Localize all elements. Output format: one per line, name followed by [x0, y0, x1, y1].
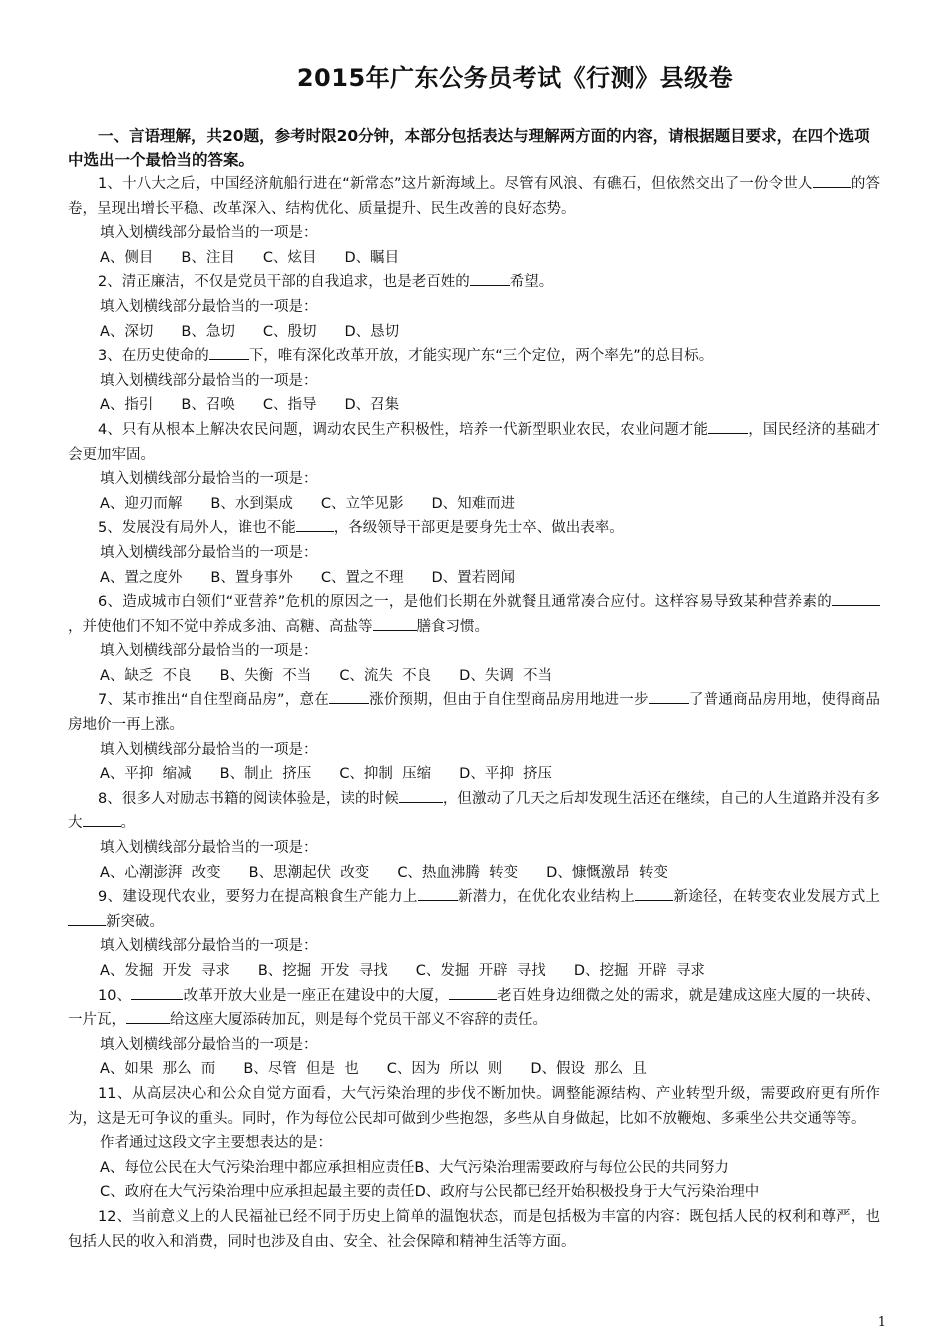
blank	[68, 911, 106, 926]
blank	[418, 886, 458, 901]
question-5: 5、发展没有局外人，谁也不能 ，各级领导干部更是要身先士卒、做出表率。	[68, 516, 880, 541]
question-4: 4、只有从根本上解决农民问题，调动农民生产积极性，培养一代新型职业农民，农业问题才能 ，国民经济的基础才会更加牢固。	[68, 418, 880, 467]
question-2-options: A、深切 B、急切 C、殷切 D、恳切	[100, 323, 400, 340]
question-prompt: 填入划横线部分最恰当的一项是：	[100, 741, 318, 758]
question-prompt: 填入划横线部分最恰当的一项是：	[100, 938, 318, 955]
blank	[635, 886, 673, 901]
question-prompt: 填入划横线部分最恰当的一项是：	[100, 544, 318, 561]
question-prompt: 填入划横线部分最恰当的一项是：	[100, 372, 318, 389]
question-7-options: A、平抑 缩减 B、制止 挤压 C、抑制 压缩 D、平抑 挤压	[100, 766, 553, 783]
question-8: 8、很多人对励志书籍的阅读体验是，读的时候 ，但激动了几天之后却发现生活还在继续，自己的人生道路并没有多大 。	[68, 787, 880, 836]
page-number: 1	[877, 1315, 886, 1330]
blank	[329, 689, 369, 704]
question-4-options: A、迎刃而解 B、水到渠成 C、立竿见影 D、知难而进	[100, 495, 516, 512]
question-10-options: A、如果 那么 而 B、尽管 但是 也 C、因为 所以 则 D、假设 那么 且	[100, 1061, 647, 1078]
question-12: 12、当前意义上的人民福祉已经不同于历史上简单的温饱状态，而是包括极为丰富的内容：既包括人民的权利和尊严，也包括人民的收入和消费，同时也涉及自由、安全、社会保障和精神生活等方面。	[68, 1208, 880, 1250]
option-d: D、政府与公民都已经开始积极投身于大气污染治理中	[414, 1184, 760, 1201]
option-a: A、每位公民在大气污染治理中都应承担相应责任	[100, 1159, 415, 1176]
question-7: 7、某市推出“自住型商品房”，意在 涨价预期，但由于自住型商品房用地进一步 了普通商品房用地，使得商品房地价一再上涨。	[68, 688, 880, 737]
question-11-options-ab	[68, 1156, 880, 1181]
page-title: 2015年广东公务员考试《行测》县级卷	[296, 64, 734, 92]
question-6-options: A、缺乏 不良 B、失衡 不当 C、流失 不良 D、失调 不当	[100, 667, 553, 684]
blank	[126, 1009, 170, 1024]
question-prompt: 填入划横线部分最恰当的一项是：	[100, 298, 318, 315]
blank	[209, 345, 249, 360]
blank	[470, 271, 510, 286]
question-6: 6、造成城市白领们“亚营养”危机的原因之一，是他们长期在外就餐且通常凑合应付。这样容易导致某种营养素的，并使他们不知不觉中养成多油、高糖、高盐等 膳食习惯。	[68, 590, 880, 639]
question-8-options: A、心潮澎湃 改变 B、思潮起伏 改变 C、热血沸腾 转变 D、慷慨激昂 转变	[100, 864, 669, 881]
question-prompt: 填入划横线部分最恰当的一项是：	[100, 643, 318, 660]
question-2: 2、清正廉洁，不仅是党员干部的自我追求，也是老百姓的 希望。	[68, 270, 880, 295]
question-11: 11、从高层决心和公众自觉方面看，大气污染治理的步伐不断加快。调整能源结构、产业转型升级，需要政府更有所作为，这是无可争议的重头。同时，作为每位公民却可做到少些抱怨，多些从自身做起，比如不放鞭炮、多乘坐公共交通等等。	[68, 1085, 880, 1127]
blank	[373, 616, 417, 631]
section-heading: 一、言语理解，共20题，参考时限20分钟，本部分包括表达与理解两方面的内容，请根据题目要求，在四个选项中选出一个最恰当的答案。	[68, 127, 870, 169]
question-3: 3、在历史使命的 下，唯有深化改革开放，才能实现广东“三个定位，两个率先”的总目标。	[68, 344, 880, 369]
blank	[813, 173, 851, 188]
question-9: 9、建设现代农业，要努力在提高粮食生产能力上 新潜力，在优化农业结构上 新途径，在转变农业发展方式上新突破。	[68, 885, 880, 934]
question-5-options: A、置之度外 B、置身事外 C、置之不理 D、置若罔闻	[100, 569, 516, 586]
question-11-prompt: 作者通过这段文字主要想表达的是：	[100, 1135, 332, 1152]
question-prompt: 填入划横线部分最恰当的一项是：	[100, 840, 318, 857]
blank	[649, 689, 689, 704]
question-10: 10、 改革开放大业是一座正在建设中的大厦， 老百姓身边细微之处的需求，就是建成这座大厦的一块砖、一片瓦， 给这座大厦添砖加瓦，则是每个党员干部义不容辞的责任。	[68, 984, 880, 1033]
blank	[83, 812, 121, 827]
question-1: 1、十八大之后，中国经济航船行进在“新常态”这片新海域上。尽管有风浪、有礁石，但依然交出了一份令世人 的答卷，呈现出增长平稳、改革深入、结构优化、质量提升、民生改善的良好态势。	[68, 172, 880, 221]
question-11-options-cd	[68, 1180, 880, 1205]
blank	[708, 419, 748, 434]
question-prompt: 填入划横线部分最恰当的一项是：	[100, 225, 318, 242]
question-prompt: 填入划横线部分最恰当的一项是：	[100, 1036, 318, 1053]
page-content	[68, 124, 880, 1254]
option-b: B、大气污染治理需要政府与每位公民的共同努力	[414, 1159, 729, 1176]
blank	[399, 788, 443, 803]
question-9-options: A、发掘 开发 寻求 B、挖掘 开发 寻找 C、发掘 开辟 寻找 D、挖掘 开辟 寻求	[100, 963, 705, 979]
blank	[296, 517, 334, 532]
blank	[131, 985, 183, 1000]
blank	[449, 985, 497, 1000]
question-prompt: 填入划横线部分最恰当的一项是：	[100, 471, 318, 488]
question-3-options: A、指引 B、召唤 C、指导 D、召集	[100, 397, 400, 414]
blank	[832, 591, 880, 606]
option-c: C、政府在大气污染治理中应承担起最主要的责任	[100, 1184, 415, 1201]
question-1-options: A、侧目 B、注目 C、炫目 D、瞩目	[100, 249, 400, 266]
